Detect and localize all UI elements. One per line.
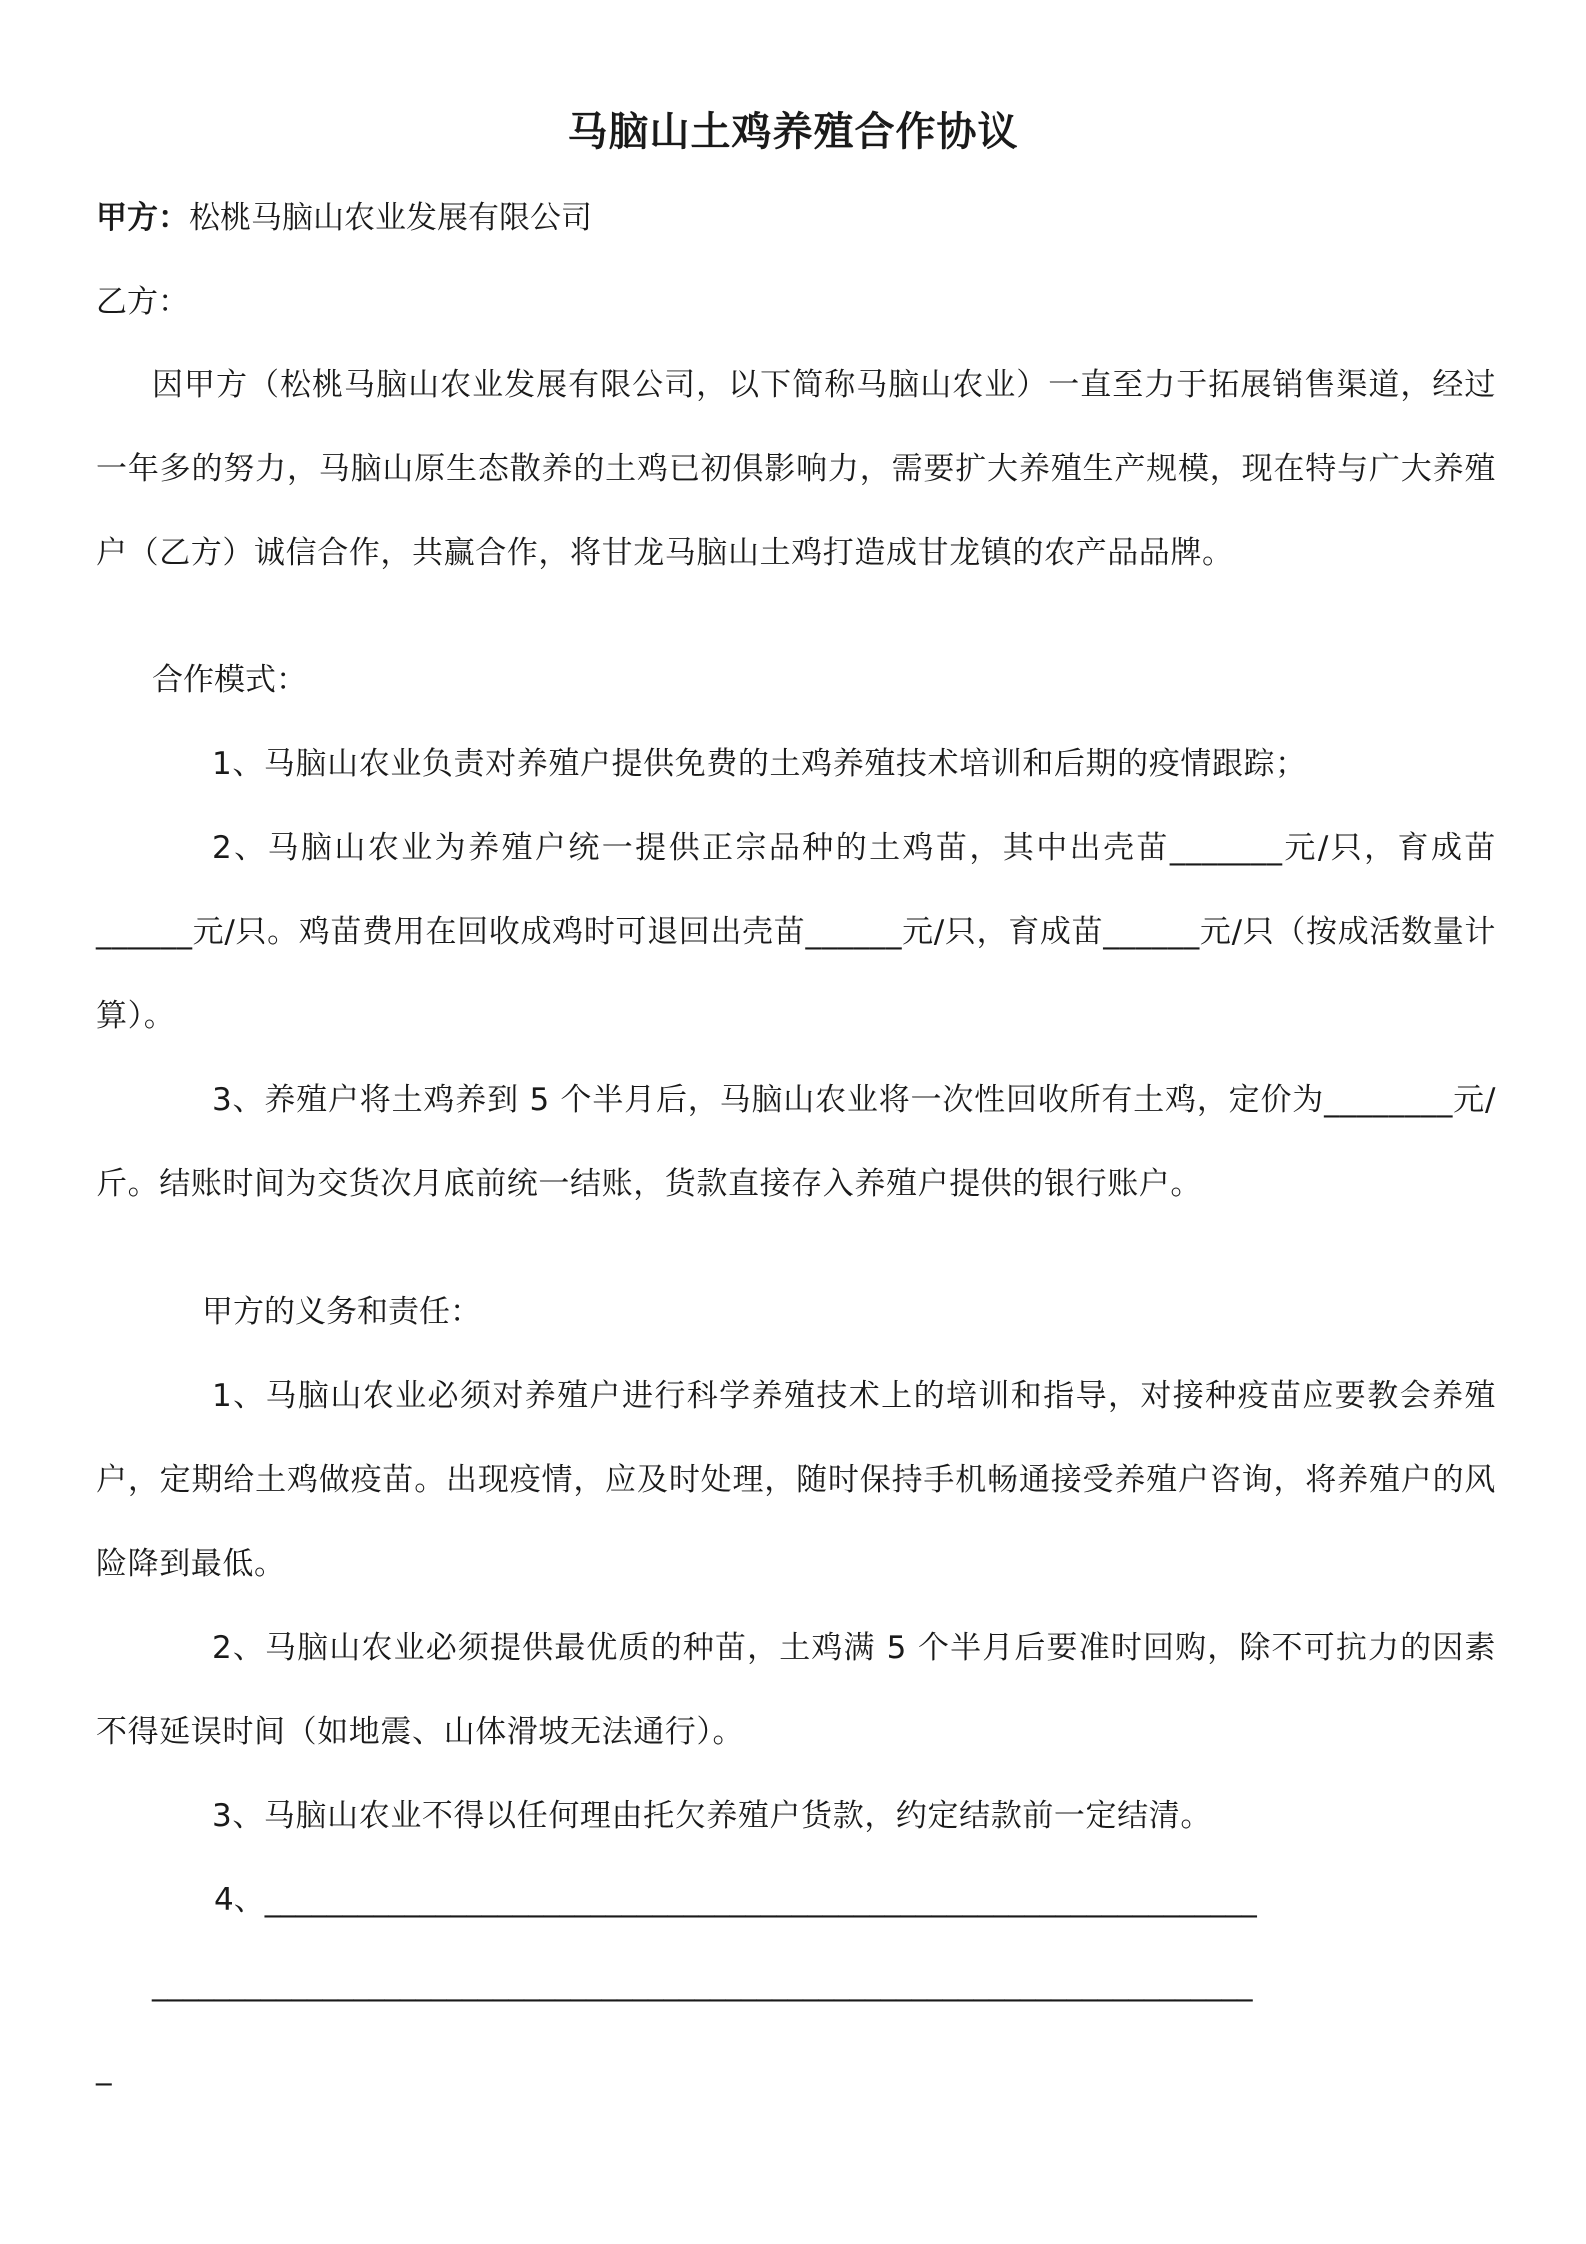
duty-item-4-blank-line-3: _ bbox=[96, 2050, 112, 2086]
mode-item-3: 3、养殖户将土鸡养到 5 个半月后，马脑山农业将一次性回收所有土鸡，定价为________元/斤。结账时间为交货次月底前统一结账，货款直接存入养殖户提供的银行账户。 bbox=[96, 1082, 1496, 1202]
duty-item-4 bbox=[214, 1878, 1257, 1922]
duty-item-4-blank: ________________________________________________________________ bbox=[264, 1882, 1257, 1918]
party-a-name: 松桃马脑山农业发展有限公司 bbox=[189, 200, 592, 236]
party-b-line bbox=[96, 280, 1496, 324]
mode-item-2: 2、马脑山农业为养殖户统一提供正宗品种的土鸡苗，其中出壳苗_______元/只，育成苗______元/只。鸡苗费用在回收成鸡时可退回出壳苗______元/只，育成苗______元/只（按成活数量计算）。 bbox=[96, 830, 1496, 1034]
mode-item-1: 1、马脑山农业负责对养殖户提供免费的土鸡养殖技术培训和后期的疫情跟踪； bbox=[212, 746, 1307, 782]
duty-heading: 甲方的义务和责任： bbox=[202, 1294, 481, 1330]
duty-item-3: 3、马脑山农业不得以任何理由托欠养殖户货款，约定结款前一定结清。 bbox=[212, 1798, 1212, 1834]
mode-heading: 合作模式： bbox=[152, 662, 307, 698]
duty-item-2: 2、马脑山农业必须提供最优质的种苗，土鸡满 5 个半月后要准时回购，除不可抗力的因素不得延误时间（如地震、山体滑坡无法通行）。 bbox=[96, 1630, 1496, 1750]
duty-item-4-blank-line-2: _______________________________________________________________________ bbox=[152, 1966, 1253, 2002]
party-b-label: 乙方： bbox=[96, 284, 189, 320]
document-title: 马脑山土鸡养殖合作协议 bbox=[567, 109, 1019, 155]
party-a-label: 甲方： bbox=[96, 200, 189, 236]
intro-paragraph: 因甲方（松桃马脑山农业发展有限公司，以下简称马脑山农业）一直至力于拓展销售渠道，经过一年多的努力，马脑山原生态散养的土鸡已初俱影响力，需要扩大养殖生产规模，现在特与广大养殖户（乙方）诚信合作，共赢合作，将甘龙马脑山土鸡打造成甘龙镇的农产品品牌。 bbox=[96, 367, 1496, 571]
duty-item-1: 1、马脑山农业必须对养殖户进行科学养殖技术上的培训和指导，对接种疫苗应要教会养殖户，定期给土鸡做疫苗。出现疫情，应及时处理，随时保持手机畅通接受养殖户咨询，将养殖户的风险降到最低。 bbox=[96, 1378, 1496, 1582]
duty-item-4-prefix: 4、 bbox=[214, 1882, 265, 1918]
party-a-line bbox=[96, 196, 1496, 240]
